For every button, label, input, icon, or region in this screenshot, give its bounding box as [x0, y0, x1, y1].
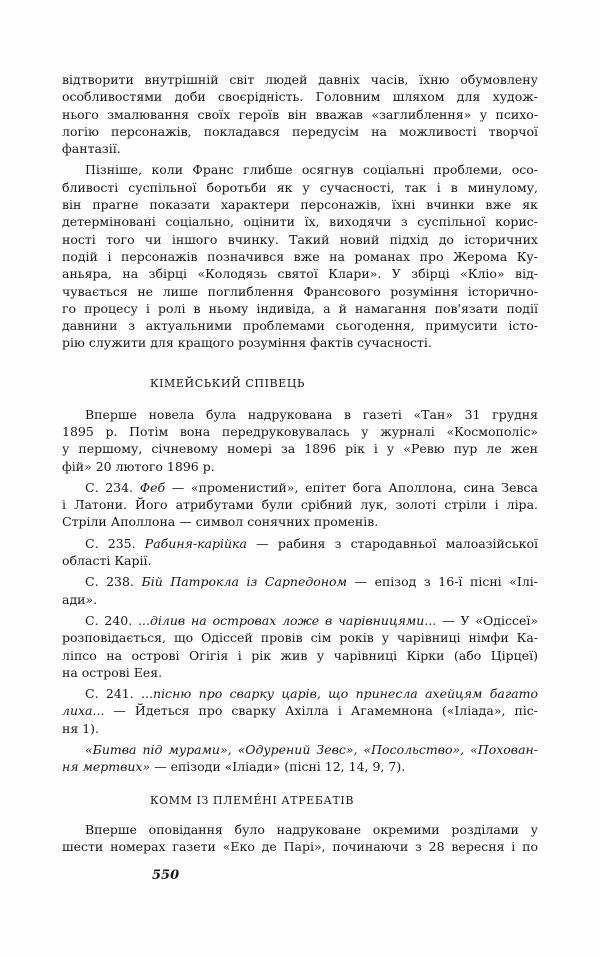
text-segment: подій і персонажів позначився вже на романах про Жерома Ку- [62, 248, 538, 264]
paragraph [62, 573, 538, 608]
section-heading: КІМЕЙСЬКИЙ СПІВЕЦЬ [150, 376, 306, 390]
text-segment: і Латони. Його атрибутами були срібний лук, золоті стріли і ліра. [62, 497, 538, 513]
text-segment: ліпсо на острові Огігія і рік жив у чарівниці Кірки (або Цірцеї) [62, 647, 538, 663]
text-line [62, 552, 538, 569]
text-segment: Вперше новела була надрукована в газеті «Тан» 31 грудня [85, 406, 538, 422]
text-segment: — У «Одіссеї» [436, 612, 538, 628]
text-line [62, 821, 538, 838]
text-line [62, 179, 538, 196]
text-line [62, 702, 538, 719]
text-line [62, 612, 538, 629]
paragraph [62, 161, 538, 351]
text-line [62, 720, 538, 737]
page-body [62, 71, 538, 855]
text-line [62, 647, 538, 664]
text-line [62, 140, 538, 157]
text-line [62, 629, 538, 646]
text-segment: на острові Еея. [62, 664, 163, 680]
paragraph [62, 406, 538, 475]
text-line [62, 440, 538, 457]
italic-term: ня мертвих» [62, 759, 151, 775]
paragraph [62, 821, 538, 856]
text-segment: Пізніше, коли Франс глибше осягнув соціальні проблеми, осо- [85, 162, 538, 178]
text-segment: С. 234. [85, 479, 140, 495]
text-line [62, 196, 538, 213]
italic-term: ...пісню про сварку царів, що принесла ахейцям багато [141, 686, 538, 702]
text-segment: логію персонажів, покладався передусім на можливості творчої [62, 123, 538, 139]
text-segment: С. 235. [85, 535, 145, 551]
italic-term: лиха... [62, 703, 105, 719]
text-segment: фантазії. [62, 141, 121, 157]
text-segment: — Йдеться про сварку Ахілла і Агамемнона («Іліада», піс- [104, 703, 538, 719]
text-line [62, 334, 538, 351]
text-segment: — епізоди «Іліади» (пісні 12, 14, 9, 7). [150, 759, 406, 775]
text-line [62, 573, 538, 590]
text-segment: нього змалювання своїх героїв він вважав «заглиблення» у психо- [62, 106, 538, 122]
text-line [62, 231, 538, 248]
text-segment: ності того чи іншого вчинку. Такий новий підхід до історичних [62, 231, 538, 247]
text-segment: С. 241. [85, 686, 142, 702]
text-segment: бливості суспільної боротьби як у сучасності, так і в минулому, [62, 179, 538, 195]
text-segment: С. 240. [85, 612, 139, 628]
paragraph [62, 71, 538, 157]
paragraph [62, 741, 538, 776]
text-segment: рію служити для кращого розуміння фактів сучасності. [62, 335, 432, 351]
text-line [62, 265, 538, 282]
text-line [62, 248, 538, 265]
text-segment: С. 238. [85, 574, 142, 590]
italic-term: Рабиня-карійка [144, 535, 247, 551]
text-segment: особливостями доби своєрідність. Головним шляхом для худож- [62, 89, 538, 105]
text-line [62, 479, 538, 496]
text-line [62, 423, 538, 440]
text-line [62, 213, 538, 230]
text-line [62, 123, 538, 140]
text-segment: шести номерах газети «Еко де Парі», починаючи з 28 вересня і по [62, 838, 538, 854]
text-line [62, 591, 538, 608]
text-line [62, 496, 538, 513]
section-heading: КОММ ІЗ ПЛЕМЕ́НІ АТРЕБАТІВ [150, 793, 355, 807]
text-segment: детерміновані соціально, оцінити їх, виходячи з суспільної корис- [62, 214, 538, 230]
italic-term: Феб [139, 479, 166, 495]
italic-term: «Битва під мурами», «Одурений Зевс», «Посольство», «Похован- [85, 741, 538, 757]
paragraph [62, 612, 538, 681]
text-segment: він прагне показати характери персонажів, їхні вчинки вже як [62, 197, 538, 213]
text-segment: аньяра, на збірці «Колодязь святої Клари». У збірці «Кліо» від- [62, 266, 538, 282]
text-segment: ади». [62, 591, 98, 607]
text-line [62, 300, 538, 317]
text-line [62, 685, 538, 702]
text-segment: давнини з актуальними проблемами сьогодення, примусити істо- [62, 318, 538, 334]
text-line [62, 758, 538, 775]
text-line [62, 535, 538, 552]
text-line [62, 741, 538, 758]
text-segment: — рабиня з стародавньої малоазійської [246, 535, 538, 551]
text-line [62, 458, 538, 475]
text-segment: чувається не лише поглиблення Франсового розуміння історично- [62, 283, 538, 299]
text-segment: 1895 р. Потім вона передруковувалась у журналі «Космополіс» [62, 423, 538, 439]
text-line [62, 71, 538, 88]
text-segment: Вперше оповідання було надруковане окремими розділами у [85, 821, 538, 837]
text-line [62, 317, 538, 334]
text-line [62, 161, 538, 178]
text-segment: — «променистий», епітет бога Аполлона, сина Зевса [165, 479, 538, 495]
text-segment: — епізод з 16-ї пісні «Ілі- [346, 574, 538, 590]
paragraph [62, 479, 538, 531]
text-segment: фій» 20 лютого 1896 р. [62, 458, 215, 474]
text-line [62, 664, 538, 681]
paragraph [62, 535, 538, 570]
page-number: 550 [152, 868, 180, 883]
text-segment: го процесу і ролі в ньому індивіда, а й намагання пов'язати події [62, 300, 538, 316]
text-line [62, 838, 538, 855]
text-line [62, 406, 538, 423]
text-line [62, 283, 538, 300]
text-segment: ня 1). [62, 720, 99, 736]
italic-term: Бій Патрокла із Сарпедоном [141, 574, 347, 590]
text-segment: розповідається, що Одіссей провів сім років у чарівниці німфи Ка- [62, 630, 538, 646]
paragraph [62, 685, 538, 737]
text-line [62, 106, 538, 123]
text-line [62, 88, 538, 105]
text-segment: області Карії. [62, 553, 152, 569]
text-line [62, 513, 538, 530]
text-segment: відтворити внутрішній світ людей давніх часів, їхню обумовлену [62, 72, 538, 87]
text-segment: у першому, січневому номері за 1896 рік і у «Ревю пур ле жен [62, 441, 538, 457]
italic-term: ...ділив на островах ложе в чарівницями... [138, 612, 437, 628]
text-segment: Стріли Аполлона — символ сонячних променів. [62, 514, 379, 530]
